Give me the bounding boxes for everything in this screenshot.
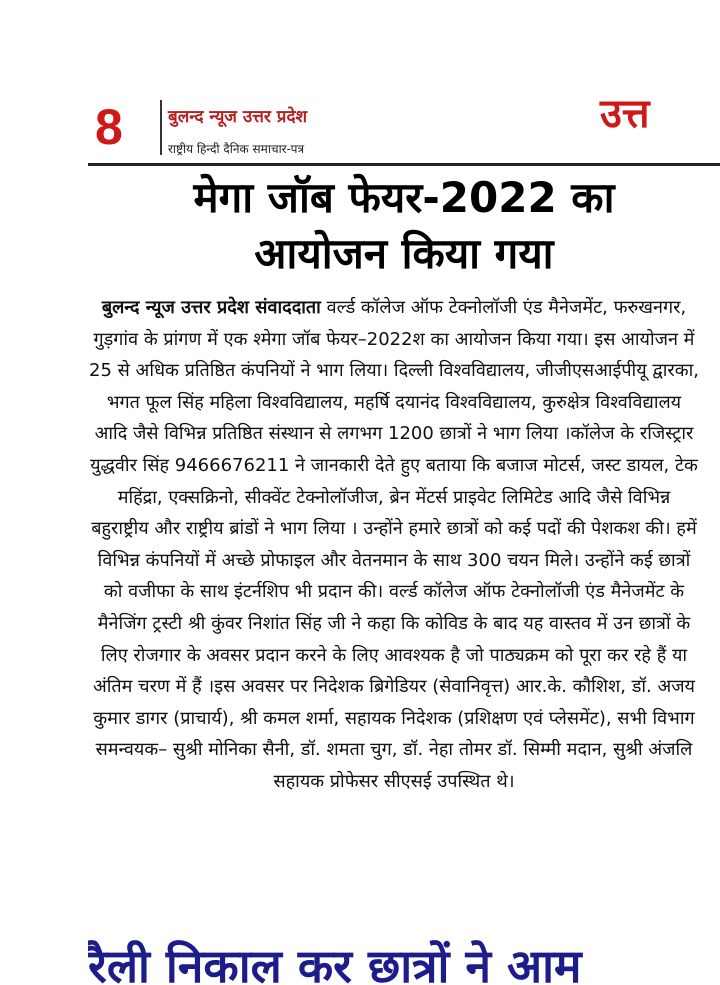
article-body bbox=[88, 292, 700, 798]
headline-line-1: मेगा जॉब फेयर-2022 का bbox=[193, 173, 615, 222]
article-text: वर्ल्ड कॉलेज ऑफ टेक्नोलॉजी एंड मैनेजमेंट, फरुखनगर, गुड़गांव के प्रांगण में एक श्मेगा जॉब फेयर–2022श का आयोजन किया गया। इस आयोजन में 25 से अधिक प्रतिष्ठित कंपनियों ने भाग लिया। दिल्ली विश्वविद्यालय, जीजीएसआईपीयू द्वारका, भगत फूल सिंह महिला विश्वविद्यालय, महर्षि दयानंद विश्वविद्यालय, कुरुक्षेत्र विश्वविद्यालय आदि जैसे विभिन्न प्रतिष्ठित संस्थान से लगभग 1200 छात्रों ने भाग लिया ।कॉलेज के रजिस्ट्रार युद्धवीर सिंह 9466676211 ने जानकारी देते हुए बताया कि बजाज मोटर्स, जस्ट डायल, टेक महिंद्रा, एक्सक्रिनो, सीक्वेंट टेक्नोलॉजीज, ब्रेन मेंटर्स प्राइवेट लिमिटेड आदि जैसे विभिन्न बहुराष्ट्रीय और राष्ट्रीय ब्रांडों ने भाग लिया । उन्होंने हमारे छात्रों को कई पदों की पेशकश की। हमें विभिन्न कंपनियों में अच्छे प्रोफाइल और वेतनमान के साथ 300 चयन मिले। उन्होंने कई छात्रों को वजीफा के साथ इंटर्नशिप भी प्रदान की। वर्ल्ड कॉलेज ऑफ टेक्नोलॉजी एंड मैनेजमेंट के मैनेजिंग ट्रस्टी श्री कुंवर निशांत सिंह जी ने कहा कि कोविड के बाद यह वास्तव में उन छात्रों के लिए रोजगार के अवसर प्रदान करने के लिए आवश्यक है जो पाठ्यक्रम को पूरा कर रहे हैं या अंतिम चरण में हैं ।इस अवसर पर निदेशक ब्रिगेडियर (सेवानिवृत्त) आर.के. कौशिश, डॉ. अजय कुमार डागर (प्राचार्य), श्री कमल शर्मा, सहायक निदेशक (प्रशिक्षण एवं प्लेसमेंट), सभी विभाग समन्वयक– सुश्री मोनिका सैनी, डॉ. शमता चुग, डॉ. नेहा तोमर डॉ. सिम्मी मदान, सुश्री अंजलि सहायक प्रोफेसर सीएसई उपस्थित थे। bbox=[89, 297, 699, 792]
next-article-headline: रैली निकाल कर छात्रों ने आम bbox=[88, 939, 582, 985]
masthead bbox=[0, 92, 720, 170]
newspaper-tagline: राष्ट्रीय हिन्दी दैनिक समाचार-पत्र bbox=[168, 142, 305, 156]
page-number: 8 bbox=[95, 99, 123, 155]
section-title-cropped: उत्त bbox=[600, 91, 650, 137]
article-byline: बुलन्द न्यूज उत्तर प्रदेश संवाददाता bbox=[101, 297, 321, 318]
header-rule bbox=[88, 163, 720, 166]
newspaper-name: बुलन्द न्यूज उत्तर प्रदेश bbox=[168, 107, 308, 127]
headline-line-2: आयोजन किया गया bbox=[254, 229, 554, 278]
masthead-divider bbox=[160, 100, 162, 155]
article-headline bbox=[88, 170, 720, 282]
